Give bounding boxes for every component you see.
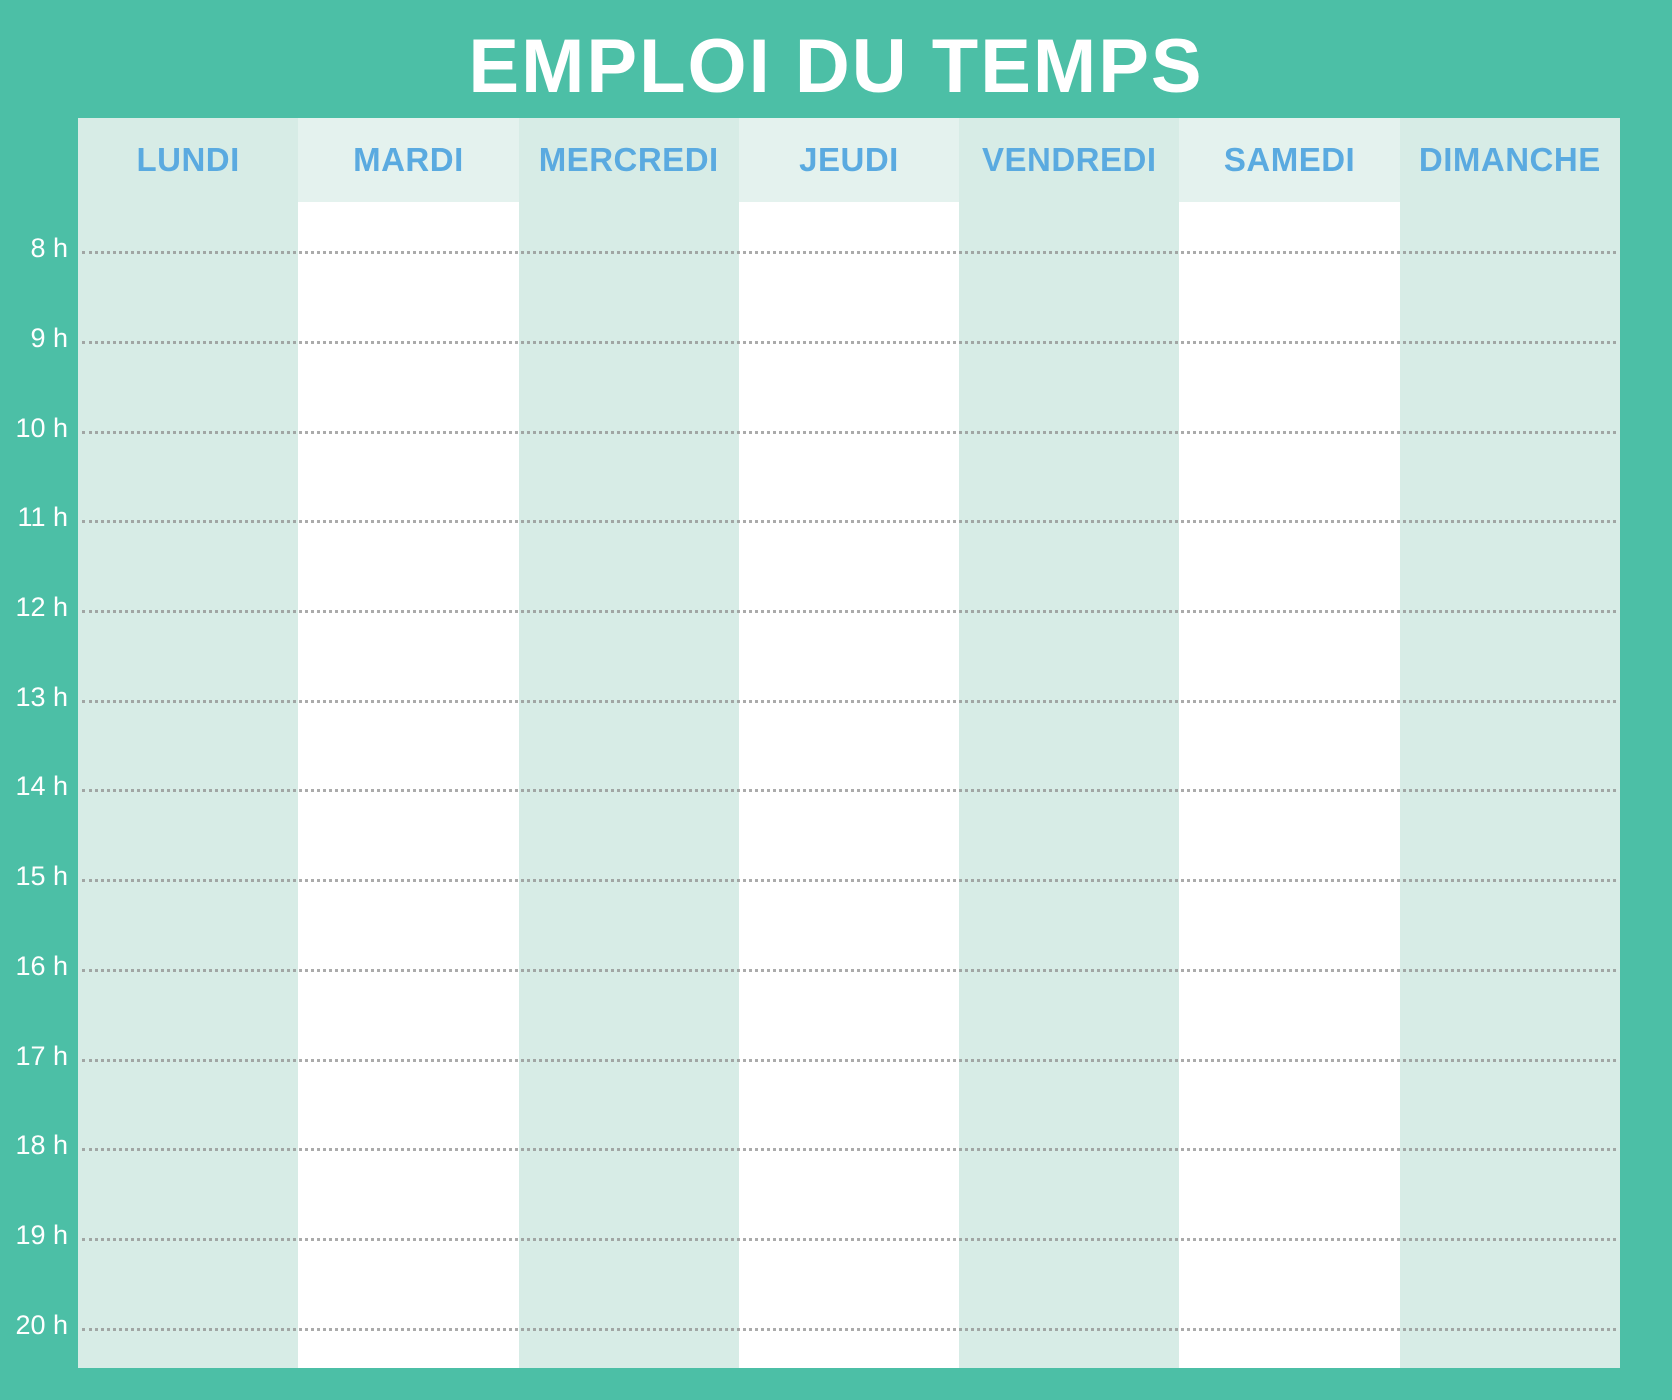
hour-label: 9 h [30,323,68,353]
day-header-dimanche [1400,118,1620,202]
hour-label: 13 h [15,682,68,712]
day-header-label: JEUDI [799,141,899,178]
day-header-label: MERCREDI [538,141,719,178]
day-column-jeudi[interactable] [739,202,959,1368]
day-header-label: MARDI [353,141,464,178]
day-header-row [78,118,1620,202]
hour-label: 18 h [15,1130,68,1160]
hour-label: 19 h [15,1220,68,1250]
day-header-lundi [78,118,298,202]
day-columns [78,202,1620,1368]
day-header-label: SAMEDI [1223,141,1356,178]
day-column-mercredi[interactable] [519,202,739,1368]
hour-label: 20 h [15,1310,68,1340]
day-header-label: DIMANCHE [1418,141,1601,178]
day-header-label: LUNDI [136,141,240,178]
day-column-samedi[interactable] [1179,202,1399,1368]
day-column-dimanche[interactable] [1400,202,1620,1368]
day-column-vendredi[interactable] [959,202,1179,1368]
hour-label: 14 h [15,771,68,801]
day-header-jeudi [739,118,959,202]
hour-label: 16 h [15,951,68,981]
page-title: EMPLOI DU TEMPS [468,24,1204,109]
hour-label: 17 h [15,1041,68,1071]
hour-label-gutter [0,118,78,1368]
hour-label: 12 h [15,592,68,622]
schedule-grid [78,118,1620,1368]
hour-label: 10 h [15,413,68,443]
day-header-label: VENDREDI [982,141,1157,178]
day-column-mardi[interactable] [298,202,518,1368]
day-header-mercredi [519,118,739,202]
hour-label: 11 h [17,502,68,532]
day-header-mardi [298,118,518,202]
day-column-lundi[interactable] [78,202,298,1368]
day-header-samedi [1179,118,1399,202]
day-header-vendredi [959,118,1179,202]
hour-label: 15 h [15,861,68,891]
hour-label: 8 h [30,233,68,263]
